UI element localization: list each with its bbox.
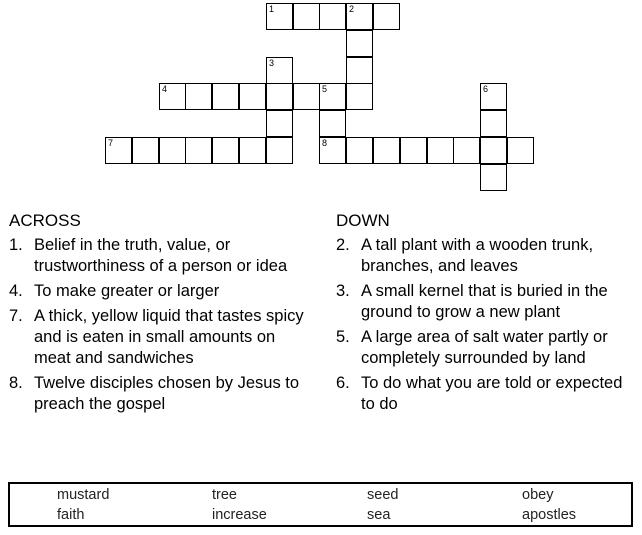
clue-text: Belief in the truth, value, or trustworthiness of a person or idea [34,236,288,275]
crossword-cell[interactable] [507,137,534,164]
crossword-cell[interactable] [266,57,293,84]
crossword-cell[interactable] [319,137,346,164]
clue-text: Twelve disciples chosen by Jesus to preach the gospel [34,374,300,413]
down-clue [336,373,631,415]
word-bank-item: seed [367,487,399,503]
crossword-cell[interactable] [293,83,320,110]
crossword-cell[interactable] [319,3,346,30]
clue-text: To do what you are told or expected to do [361,374,623,413]
crossword-cell[interactable] [132,137,159,164]
clue-number: 8. [9,374,23,392]
cell-number: 8 [322,138,328,148]
clue-number: 6. [336,374,350,392]
across-clue [9,235,314,277]
word-bank-item: apostles [522,507,577,523]
crossword-cell[interactable] [346,30,373,57]
clue-text: A large area of salt water partly or completely surrounded by land [361,328,608,367]
down-clue [336,235,631,277]
crossword-cell[interactable] [159,137,186,164]
crossword-cell[interactable] [212,83,239,110]
across-clue [9,306,314,369]
cell-number: 5 [322,84,328,94]
crossword-cell[interactable] [185,83,212,110]
down-clue [336,281,631,323]
crossword-cell[interactable] [185,137,212,164]
crossword-cell[interactable] [266,137,293,164]
word-bank-item: tree [212,487,237,503]
word-bank-item: sea [367,507,391,523]
cell-number: 2 [349,4,355,14]
across-clues [9,210,314,419]
crossword-cell[interactable] [453,137,480,164]
clue-number: 4. [9,282,23,300]
crossword-cell[interactable] [427,137,454,164]
crossword-cell[interactable] [212,137,239,164]
word-bank-item: obey [522,487,554,503]
crossword-cell[interactable] [105,137,132,164]
crossword-cell[interactable] [266,110,293,137]
clue-text: To make greater or larger [34,282,220,300]
crossword-cell[interactable] [346,57,373,84]
crossword-cell[interactable] [480,83,507,110]
cell-number: 6 [483,84,489,94]
crossword-cell[interactable] [266,83,293,110]
clue-number: 2. [336,236,350,254]
crossword-cell[interactable] [239,137,266,164]
word-bank-item: increase [212,507,267,523]
crossword-cell[interactable] [480,164,507,191]
crossword-cell[interactable] [480,110,507,137]
cell-number: 3 [269,58,275,68]
crossword-grid [0,0,642,200]
down-heading: DOWN [336,211,390,230]
across-clue [9,373,314,415]
clue-number: 3. [336,282,350,300]
cell-number: 1 [269,4,275,14]
across-clue [9,281,314,302]
word-bank [8,482,633,527]
crossword-cell[interactable] [319,83,346,110]
cell-number: 4 [162,84,168,94]
clue-text: A thick, yellow liquid that tastes spicy and is eaten in small amounts on meat and sandwiches [34,307,304,367]
crossword-cell[interactable] [373,3,400,30]
word-bank-item: faith [57,507,85,523]
crossword-cell[interactable] [239,83,266,110]
clue-number: 7. [9,307,23,325]
crossword-cell[interactable] [293,3,320,30]
crossword-cell[interactable] [480,137,507,164]
cell-number: 7 [108,138,114,148]
crossword-cell[interactable] [346,83,373,110]
clue-number: 1. [9,236,23,254]
crossword-cell[interactable] [346,137,373,164]
word-bank-item: mustard [57,487,110,503]
down-clue [336,327,631,369]
down-clues [336,210,631,419]
clue-number: 5. [336,328,350,346]
crossword-cell[interactable] [319,110,346,137]
across-heading: ACROSS [9,211,81,230]
crossword-cell[interactable] [346,3,373,30]
crossword-cell[interactable] [373,137,400,164]
clue-text: A tall plant with a wooden trunk, branches, and leaves [361,236,594,275]
crossword-cell[interactable] [159,83,186,110]
crossword-cell[interactable] [400,137,427,164]
clue-text: A small kernel that is buried in the ground to grow a new plant [361,282,608,321]
crossword-cell[interactable] [266,3,293,30]
